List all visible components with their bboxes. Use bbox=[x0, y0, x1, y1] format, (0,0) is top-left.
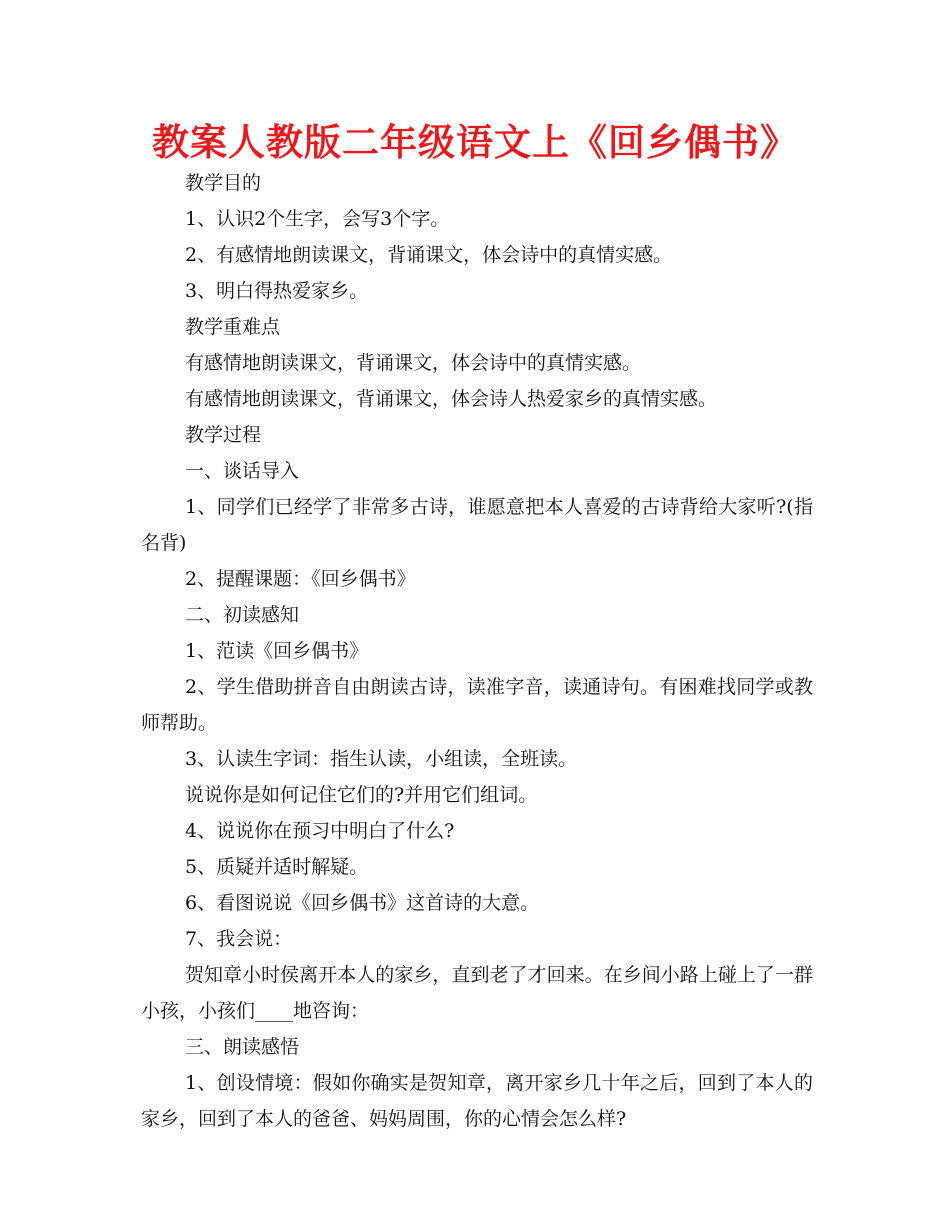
paragraph: 2、有感情地朗读课文，背诵课文，体会诗中的真情实感。 bbox=[185, 244, 673, 266]
subsection-heading: 一、谈话导入 bbox=[185, 460, 300, 482]
paragraph: 3、明白得热爱家乡。 bbox=[185, 280, 369, 302]
paragraph: 6、看图说说《回乡偶书》这首诗的大意。 bbox=[185, 892, 540, 914]
paragraph: 2、提醒课题：《回乡偶书》 bbox=[185, 568, 416, 590]
paragraph: 1、范读《回乡偶书》 bbox=[185, 640, 369, 662]
paragraph: 1、同学们已经学了非常多古诗，谁愿意把本人喜爱的古诗背给大家听?(指名背) bbox=[141, 496, 813, 554]
paragraph: 5、质疑并适时解疑。 bbox=[185, 856, 369, 878]
paragraph: 1、创设情境：假如你确实是贺知章，离开家乡几十年之后，回到了本人的家乡，回到了本人的爸爸、妈妈周围，你的心情会怎么样? bbox=[141, 1072, 813, 1130]
section-heading-process: 教学过程 bbox=[185, 424, 262, 446]
paragraph: 7、我会说： bbox=[185, 928, 293, 950]
subsection-heading: 二、初读感知 bbox=[185, 604, 300, 626]
paragraph: 1、认识2个生字，会写3个字。 bbox=[185, 208, 450, 230]
paragraph: 有感情地朗读课文，背诵课文，体会诗人热爱家乡的真情实感。 bbox=[185, 388, 718, 410]
subsection-heading: 三、朗读感悟 bbox=[185, 1036, 300, 1058]
document-body bbox=[141, 165, 813, 1137]
paragraph: 4、说说你在预习中明白了什么? bbox=[185, 820, 455, 842]
paragraph: 贺知章小时侯离开本人的家乡，直到老了才回来。在乡间小路上碰上了一群小孩，小孩们____地咨询： bbox=[141, 964, 813, 1022]
paragraph: 有感情地朗读课文，背诵课文，体会诗中的真情实感。 bbox=[185, 352, 642, 374]
paragraph: 3、认读生字词：指生认读，小组读，全班读。 bbox=[185, 748, 578, 770]
section-heading-key-points: 教学重难点 bbox=[185, 316, 281, 338]
paragraph: 2、学生借助拼音自由朗读古诗，读准字音，读通诗句。有困难找同学或教师帮助。 bbox=[141, 676, 813, 734]
paragraph: 说说你是如何记住它们的?并用它们组词。 bbox=[185, 784, 538, 806]
section-heading-objectives: 教学目的 bbox=[185, 172, 262, 194]
document-title: 教案人教版二年级语文上《回乡偶书》 bbox=[152, 121, 798, 164]
